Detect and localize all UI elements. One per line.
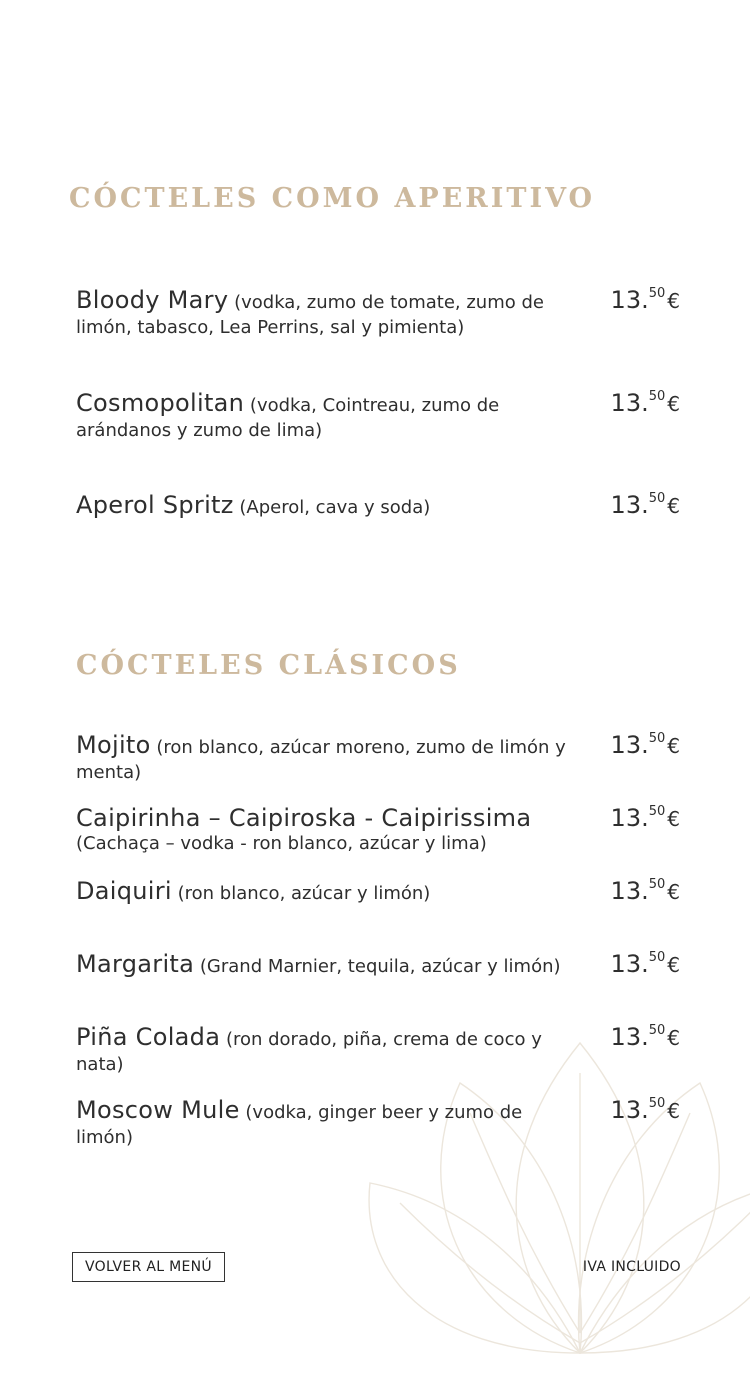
- menu-item: [76, 879, 680, 906]
- lotus-flower-watermark-icon: [350, 953, 750, 1373]
- menu-item: [76, 733, 680, 785]
- item-name: Moscow Mule: [76, 1096, 240, 1124]
- item-price: 13.50 €: [610, 286, 680, 314]
- item-ingredients: (Cachaça – vodka - ron blanco, azúcar y lima): [76, 833, 487, 854]
- item-ingredients: (vodka, zumo de tomate, zumo de limón, tabasco, Lea Perrins, sal y pimienta): [76, 292, 544, 338]
- menu-item: [76, 1098, 680, 1150]
- item-ingredients: (ron blanco, azúcar moreno, zumo de limón y menta): [76, 737, 566, 783]
- menu-item: [76, 391, 680, 443]
- item-name: Aperol Spritz: [76, 491, 234, 519]
- item-price: 13.50 €: [610, 877, 680, 905]
- item-name: Cosmopolitan: [76, 389, 245, 417]
- item-description: [76, 493, 581, 520]
- item-price: 13.50 €: [610, 731, 680, 759]
- item-name: Piña Colada: [76, 1023, 221, 1051]
- item-price: 13.50 €: [610, 491, 680, 519]
- item-ingredients: (Grand Marnier, tequila, azúcar y limón): [194, 956, 561, 977]
- item-description: [76, 733, 581, 785]
- item-ingredients: (ron dorado, piña, crema de coco y nata): [76, 1029, 542, 1075]
- menu-item: [76, 952, 680, 979]
- menu-item: [76, 1025, 680, 1077]
- back-to-menu-button[interactable]: VOLVER AL MENÚ: [72, 1252, 225, 1282]
- section-title-clasicos: CÓCTELES CLÁSICOS: [76, 650, 461, 681]
- item-name: Daiquiri: [76, 877, 172, 905]
- item-description: [76, 1098, 581, 1150]
- item-ingredients: (vodka, Cointreau, zumo de arándanos y zumo de lima): [76, 395, 500, 441]
- item-name: Mojito: [76, 731, 151, 759]
- item-description: [76, 806, 581, 856]
- item-price: 13.50 €: [610, 1023, 680, 1051]
- menu-item: [76, 806, 680, 856]
- item-ingredients: (vodka, ginger beer y zumo de limón): [76, 1102, 523, 1148]
- item-price: 13.50 €: [610, 950, 680, 978]
- item-description: [76, 288, 581, 340]
- item-description: [76, 1025, 581, 1077]
- item-price: 13.50 €: [610, 389, 680, 417]
- menu-item: [76, 288, 680, 340]
- item-price: 13.50 €: [610, 804, 680, 832]
- section-title-aperitivo: CÓCTELES COMO APERITIVO: [69, 183, 596, 214]
- item-description: [76, 952, 596, 979]
- item-price: 13.50 €: [610, 1096, 680, 1124]
- tax-included-note: IVA INCLUIDO: [582, 1259, 681, 1275]
- item-name: Margarita: [76, 950, 195, 978]
- menu-item: [76, 493, 680, 520]
- item-name: Bloody Mary: [76, 286, 229, 314]
- item-description: [76, 391, 581, 443]
- item-ingredients: (Aperol, cava y soda): [233, 497, 431, 518]
- item-name: Caipirinha – Caipiroska - Caipirissima: [76, 804, 532, 832]
- item-ingredients: (ron blanco, azúcar y limón): [171, 883, 431, 904]
- item-description: [76, 879, 581, 906]
